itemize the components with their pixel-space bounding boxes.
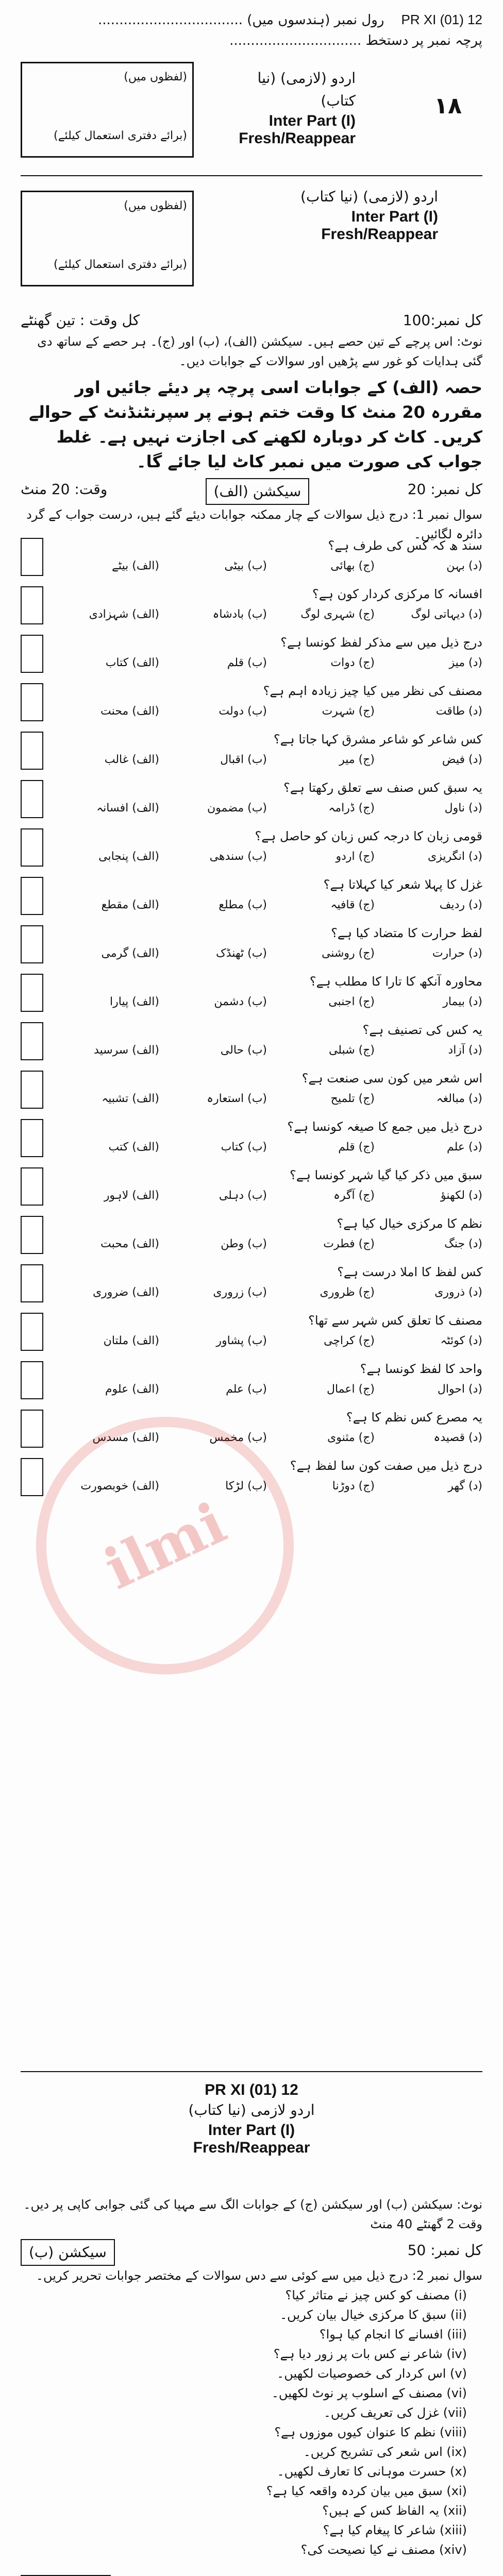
mcq-option[interactable]: (ج) ڈرامہ — [328, 802, 375, 815]
answer-box[interactable] — [21, 1458, 43, 1496]
short-question: (ix) اس شعر کی تشریح کریں۔ — [303, 2445, 467, 2459]
mcq-option[interactable]: (الف) سرسید — [94, 1044, 159, 1057]
answer-box[interactable] — [21, 538, 43, 576]
mcq-option[interactable]: (الف) ملتان — [103, 1334, 159, 1347]
short-question: (vii) غزل کی تعریف کریں۔ — [323, 2405, 467, 2420]
watermark-logo: ilmi — [0, 1375, 336, 1717]
mcq-question: مصنف کا تعلق کس شہر سے تھا؟ — [308, 1313, 482, 1328]
mcq-option[interactable]: (ب) لڑکا — [225, 1480, 267, 1493]
short-question: (xii) یہ الفاظ کس کے ہیں؟ — [322, 2503, 467, 2518]
mcq-option[interactable]: (ج) شبلی — [328, 1044, 375, 1057]
answer-box[interactable] — [21, 1410, 43, 1448]
total-marks: کل نمبر:100 — [403, 312, 482, 329]
mcq-question: قومی زبان کا درجہ کس زبان کو حاصل ہے؟ — [255, 829, 482, 843]
mcq-item — [52, 1069, 482, 1108]
mcq-option[interactable]: (ب) مخمس — [209, 1431, 267, 1444]
mcq-item — [52, 730, 482, 769]
mcq-options — [52, 1284, 482, 1301]
mcq-item — [52, 633, 482, 672]
answer-box[interactable] — [21, 1264, 43, 1302]
mcq-option[interactable]: (ب) حالی — [220, 1044, 267, 1057]
mcq-option[interactable]: (ج) مثنوی — [327, 1431, 375, 1444]
mcq-option[interactable]: (الف) محنت — [100, 705, 159, 718]
mcq-option[interactable]: (د) آزاد — [448, 1044, 482, 1057]
mcq-option[interactable]: (د) حرارت — [432, 947, 482, 960]
mcq-option[interactable]: (الف) محبت — [100, 1238, 159, 1250]
mcq-option[interactable]: (ج) اعمال — [326, 1383, 375, 1396]
mcq-question: یہ سبق کس صنف سے تعلق رکھتا ہے؟ — [283, 781, 482, 795]
divider — [21, 175, 482, 176]
mcq-option[interactable]: (الف) پنجابی — [98, 850, 159, 863]
answer-box[interactable] — [21, 1022, 43, 1060]
mcq-option[interactable]: (الف) تشبیہ — [102, 1092, 159, 1105]
general-note: نوٹ: اس پرچے کے تین حصے ہیں۔ سیکشن (الف)، (ب) اور (ج)۔ ہر حصے کے ساتھ دی گئی ہدایات کو غور سے پڑھیں اور سوالات کے جوابات دیں۔ — [37, 334, 482, 368]
mcq-options — [52, 1332, 482, 1350]
mcq-option[interactable]: (الف) افسانہ — [96, 802, 159, 815]
mcq-option[interactable]: (ب) قلم — [227, 656, 267, 669]
answer-box[interactable] — [21, 925, 43, 963]
short-question: (iv) شاعر نے کس بات پر زور دیا ہے؟ — [273, 2347, 467, 2361]
answer-box[interactable] — [21, 974, 43, 1012]
mcq-option[interactable]: (ب) زروری — [213, 1286, 267, 1299]
mcq-question: مصنف کی نظر میں کیا چیز زیادہ اہم ہے؟ — [263, 684, 482, 698]
short-questions — [21, 2285, 467, 2560]
answer-box[interactable] — [21, 1119, 43, 1157]
answer-box[interactable] — [21, 828, 43, 867]
mcq-item — [52, 1214, 482, 1253]
mcq-question: درج ذیل میں صفت کون سا لفظ ہے؟ — [290, 1459, 482, 1473]
mcq-option[interactable]: (ج) دوات — [330, 656, 375, 669]
answer-box[interactable] — [21, 586, 43, 624]
mcq-option[interactable]: (ج) بھائی — [330, 560, 375, 572]
mcq-item — [52, 584, 482, 623]
mcq-item — [52, 1020, 482, 1059]
mcq-question: افسانہ کا مرکزی کردار کون ہے؟ — [312, 587, 482, 601]
part2-header: PR XI (01) 12 اردو لازمی (نیا کتاب) Inter Part (I) Fresh/Reappear — [188, 2081, 315, 2156]
mcq-question: واحد کا لفظ کونسا ہے؟ — [360, 1362, 482, 1376]
mcq-option[interactable]: (ب) ٹھنڈک — [215, 947, 267, 960]
mcq-question: کس لفظ کا املا درست ہے؟ — [337, 1265, 482, 1279]
mcq-option[interactable]: (ج) قلم — [338, 1141, 375, 1154]
answer-box[interactable] — [21, 780, 43, 818]
mcq-option[interactable]: (د) احوال — [437, 1383, 482, 1396]
mcq-option[interactable]: (الف) غالب — [104, 753, 159, 766]
mcq-option[interactable]: (د) لکھنؤ — [441, 1189, 482, 1202]
mcq-options — [52, 606, 482, 623]
header-code-line: PR XI (01) 12 رول نمبر (ہندسوں میں) .................................. — [98, 12, 482, 28]
mcq-option[interactable]: (الف) شہزادی — [89, 608, 159, 621]
answer-box[interactable] — [21, 1216, 43, 1254]
mcq-option[interactable]: (ب) دولت — [219, 705, 267, 718]
header1-titles: اردو (لازمی) (نیا کتاب) Inter Part (I) Fresh/Reappear — [239, 70, 356, 147]
mcq-item — [52, 1359, 482, 1398]
answer-box[interactable] — [21, 1167, 43, 1206]
mcq-option[interactable]: (د) ناول — [444, 802, 482, 815]
mcq-option[interactable]: (ب) بادشاہ — [212, 608, 267, 621]
mcq-options — [52, 1187, 482, 1205]
mcq-item — [52, 972, 482, 1011]
paper-number: ۱۸ — [434, 93, 462, 119]
mcq-option[interactable]: (د) علم — [446, 1141, 482, 1154]
marks-box-2: (لفظوں میں) (برائے دفتری استعمال کیلئے) — [21, 191, 194, 286]
mcq-option[interactable]: (ب) اقبال — [220, 753, 267, 766]
short-question: (iii) افسانے کا انجام کیا ہوا؟ — [319, 2327, 467, 2342]
mcq-option[interactable]: (د) ردیف — [439, 899, 482, 911]
mcq-list — [52, 536, 482, 1504]
mcq-question: یہ کس کی تصنیف ہے؟ — [362, 1023, 482, 1037]
mcq-option[interactable]: (ب) استعارہ — [207, 1092, 267, 1105]
mcq-option[interactable]: (ج) آگرہ — [333, 1189, 375, 1202]
header-top — [21, 9, 482, 51]
mcq-option[interactable]: (الف) گرمی — [101, 947, 159, 960]
mcq-question: غزل کا پہلا شعر کیا کہلاتا ہے؟ — [323, 877, 482, 892]
mcq-option[interactable]: (ب) مضمون — [207, 802, 267, 815]
mcq-option[interactable]: (د) دیہاتی لوگ — [411, 608, 482, 621]
mcq-item — [52, 923, 482, 962]
mcq-item — [52, 1165, 482, 1205]
mcq-options — [52, 800, 482, 817]
section-a-title: سیکشن (الف) — [206, 478, 310, 505]
section-b-title: سیکشن (ب) — [21, 2239, 115, 2266]
mcq-options — [52, 1235, 482, 1253]
answer-box[interactable] — [21, 1071, 43, 1109]
mcq-item — [52, 778, 482, 817]
mcq-question: یہ مصرع کس نظم کا ہے؟ — [346, 1410, 482, 1425]
mcq-question: کس شاعر کو شاعر مشرق کہا جاتا ہے؟ — [273, 732, 482, 747]
mcq-option[interactable]: (د) بہن — [446, 560, 482, 572]
mcq-option[interactable]: (ج) فطرت — [323, 1238, 375, 1250]
roll-label: رول نمبر (ہندسوں میں) — [247, 12, 384, 28]
mcq-option[interactable]: (د) ذروری — [434, 1286, 482, 1299]
mcq-question: محاورہ آنکھ کا تارا کا مطلب ہے؟ — [309, 974, 482, 989]
mcq-item — [52, 1262, 482, 1301]
mcq-option[interactable]: (ب) پشاور — [216, 1334, 267, 1347]
divider-2 — [21, 2071, 482, 2072]
mcq-option[interactable]: (الف) کتب — [108, 1141, 159, 1154]
mcq-option[interactable]: (ج) اردو — [336, 850, 375, 863]
short-question: (i) مصنف کو کس چیز نے متاثر کیا؟ — [285, 2288, 467, 2302]
mcq-item — [52, 1117, 482, 1156]
mcq-options — [52, 1042, 482, 1059]
mcq-option[interactable]: (الف) مسدس — [92, 1431, 159, 1444]
mcq-option[interactable]: (ب) وطن — [221, 1238, 267, 1250]
part2-body: نوٹ: سیکشن (ب) اور سیکشن (ج) کے جوابات الگ سے مہیا کی گئی جوابی کاپی پر دیں۔ وقت 2 گھنٹے 40 منٹ سیکشن (ب) کل نمبر: 50 سوال نمبر 2: درج ذیل میں سے کوئی سے دس سوالات کے مختصر جوابات تحریر کریں۔ (i) مصنف کو کس چیز نے متاثر کیا؟ (ii) سبق کا مرکزی خیال بیان کریں۔ (iii) افسانے کا انجام کیا ہوا؟ (iv) شاعر نے کس بات پر زور دیا ہے؟ (v) اس کردار کی خصوصیات لکھیں۔ (vi) مصنف کے اسلوب پر نوٹ لکھیں۔ (vii) غزل کی تعریف کریں۔ (viii) نظم کا عنوان کیوں موزوں ہے؟ (ix) اس شعر کی تشریح کریں۔ (x) حسرت موہانی کا تعارف لکھیں۔ (xi) سبق میں بیان کردہ واقعہ کیا ہے؟ (xii) یہ الفاظ کس کے ہیں؟ (xiii) شاعر کا پیغام کیا ہے؟ (xiv) مصنف نے کیا نصیحت کی؟ — [21, 2195, 482, 2576]
mcq-options — [52, 703, 482, 720]
mcq-question: درج ذیل میں سے مذکر لفظ کونسا ہے؟ — [280, 635, 482, 650]
mcq-question: اس شعر میں کون سی صنعت ہے؟ — [301, 1071, 482, 1086]
mcq-options — [52, 1090, 482, 1108]
mcq-option[interactable]: (الف) مقطع — [101, 899, 159, 911]
mcq-option[interactable]: (د) قصیدہ — [433, 1431, 482, 1444]
mcq-options — [52, 1139, 482, 1156]
mcq-options — [52, 1381, 482, 1398]
mcq-question: لفظ حرارت کا متضاد کیا ہے؟ — [331, 926, 482, 940]
mcq-option[interactable]: (الف) پیارا — [110, 995, 159, 1008]
mcq-option[interactable]: (ج) شہرت — [322, 705, 375, 718]
part-a-instructions: حصہ (الف) کے جوابات اسی پرچہ پر دیئے جائیں اور مقررہ 20 منٹ کا وقت ختم ہونے پر سپرنٹنڈنٹ کے حوالے کریں۔ کاٹ کر دوبارہ لکھنے کی اجازت نہیں ہے۔ غلط جواب کی صورت میں نمبر کاٹ لیا جائے گا۔ — [29, 378, 482, 471]
mcq-question: سبق میں ذکر کیا گیا شہر کونسا ہے؟ — [290, 1168, 482, 1182]
mcq-option[interactable]: (د) کوئٹہ — [440, 1334, 482, 1347]
answer-box[interactable] — [21, 1313, 43, 1351]
mcq-item — [52, 681, 482, 720]
mcq-option[interactable]: (د) گھر — [448, 1480, 482, 1493]
mcq-item — [52, 536, 482, 575]
answer-box[interactable] — [21, 683, 43, 721]
instructions: کل وقت : تین گھنٹے کل نمبر:100 نوٹ: اس پرچے کے تین حصے ہیں۔ سیکشن (الف)، (ب) اور (ج)۔ ہر حصے کے ساتھ دی گئی ہدایات کو غور سے پڑھیں اور سوالات کے جوابات دیں۔ حصہ (الف) کے جوابات اسی پرچہ پر دیئے جائیں اور مقررہ 20 منٹ کا وقت ختم ہونے پر سپرنٹنڈنٹ کے حوالے کریں۔ کاٹ کر دوبارہ لکھنے کی اجازت نہیں ہے۔ غلط جواب کی صورت میں نمبر کاٹ لیا جائے گا۔ وقت: 20 منٹ سیکشن (الف) کل نمبر: 20 سوال نمبر 1: درج ذیل سوالات کے چار ممکنہ جوابات دیئے گئے ہیں، درست جواب کے گرد دائرہ لگائیں۔ — [21, 309, 482, 544]
mcq-option[interactable]: (الف) لاہور — [104, 1189, 159, 1202]
short-question: (xiii) شاعر کا پیغام کیا ہے؟ — [323, 2523, 467, 2537]
q2-instructions: سوال نمبر 2: درج ذیل میں سے کوئی سے دس سوالات کے مختصر جوابات تحریر کریں۔ — [36, 2268, 482, 2283]
paper-code: PR XI (01) 12 — [401, 12, 482, 27]
short-question: (v) اس کردار کی خصوصیات لکھیں۔ — [277, 2366, 467, 2381]
mcq-option[interactable]: (ج) قافیہ — [330, 899, 375, 911]
mcq-option[interactable]: (الف) کتاب — [105, 656, 159, 669]
mcq-option[interactable]: (الف) ضروری — [92, 1286, 159, 1299]
mcq-item — [52, 1311, 482, 1350]
header2-box-area — [21, 185, 482, 299]
mcq-question: درج ذیل میں جمع کا صیغہ کونسا ہے؟ — [287, 1120, 482, 1134]
mcq-option[interactable]: (ب) مطلع — [219, 899, 267, 911]
mcq-option[interactable]: (ج) دوڑنا — [332, 1480, 375, 1493]
mcq-option[interactable]: (ب) کتاب — [221, 1141, 267, 1154]
mcq-item — [52, 826, 482, 866]
answer-box[interactable] — [21, 635, 43, 673]
part2-note: نوٹ: سیکشن (ب) اور سیکشن (ج) کے جوابات الگ سے مہیا کی گئی جوابی کاپی پر دیں۔ وقت 2 گھنٹے 40 منٹ — [23, 2197, 482, 2231]
mcq-options — [52, 654, 482, 672]
mcq-option[interactable]: (د) طاقت — [435, 705, 482, 718]
mcq-option[interactable]: (ب) بیٹی — [224, 560, 267, 572]
mcq-option[interactable]: (ج) تلمیح — [330, 1092, 375, 1105]
answer-box[interactable] — [21, 1361, 43, 1399]
short-question: (x) حسرت موہانی کا تعارف لکھیں۔ — [277, 2464, 467, 2479]
mcq-option[interactable]: (د) میز — [449, 656, 482, 669]
mcq-option[interactable]: (ب) دشمن — [214, 995, 267, 1008]
total-time: کل وقت : تین گھنٹے — [21, 312, 140, 329]
signature-line: پرچہ نمبر پر دستخط ............................... — [229, 33, 482, 48]
short-question: (xiv) مصنف نے کیا نصیحت کی؟ — [300, 2543, 467, 2557]
mcq-options — [52, 751, 482, 769]
mcq-option[interactable]: (الف) خوبصورت — [80, 1480, 159, 1493]
mcq-option[interactable]: (د) جنگ — [444, 1238, 482, 1250]
mcq-option[interactable]: (د) مبالغہ — [436, 1092, 482, 1105]
mcq-option[interactable]: (ج) شہری لوگ — [300, 608, 375, 621]
q1-instructions: سوال نمبر 1: درج ذیل سوالات کے چار ممکنہ جوابات دیئے گئے ہیں، درست جواب کے گرد دائرہ لگائیں۔ — [26, 507, 482, 541]
mcq-options — [52, 896, 482, 914]
mcq-option[interactable]: (ج) ظروری — [320, 1286, 375, 1299]
mcq-option[interactable]: (ب) علم — [226, 1383, 267, 1396]
mcq-options — [52, 993, 482, 1011]
mcq-option[interactable]: (د) انگریزی — [428, 850, 482, 863]
short-question: (xi) سبق میں بیان کردہ واقعہ کیا ہے؟ — [266, 2484, 467, 2498]
answer-box[interactable] — [21, 877, 43, 915]
mcq-option[interactable]: (الف) علوم — [105, 1383, 159, 1396]
mcq-options — [52, 848, 482, 866]
mcq-option[interactable]: (ج) روشنی — [321, 947, 375, 960]
mcq-options — [52, 945, 482, 962]
header2-titles: اردو (لازمی) (نیا کتاب) Inter Part (I) Fresh/Reappear — [300, 188, 438, 243]
short-question: (viii) نظم کا عنوان کیوں موزوں ہے؟ — [274, 2425, 467, 2439]
mcq-question: نظم کا مرکزی خیال کیا ہے؟ — [337, 1216, 482, 1231]
mcq-option[interactable]: (ج) کراچی — [323, 1334, 375, 1347]
mcq-question: سند ھ کہ کس کی طرف ہے؟ — [328, 538, 482, 553]
mcq-option[interactable]: (ب) دہلی — [219, 1189, 267, 1202]
answer-box[interactable] — [21, 732, 43, 770]
mcq-option[interactable]: (د) فیض — [442, 753, 482, 766]
header1-box-area — [21, 62, 482, 165]
short-question: (vi) مصنف کے اسلوب پر نوٹ لکھیں۔ — [271, 2386, 467, 2400]
mcq-item — [52, 875, 482, 914]
mcq-option[interactable]: (ج) میر — [339, 753, 375, 766]
marks-box: (لفظوں میں) (برائے دفتری استعمال کیلئے) — [21, 62, 194, 158]
mcq-option[interactable]: (الف) بیٹے — [111, 560, 159, 572]
mcq-option[interactable]: (د) بیمار — [443, 995, 482, 1008]
mcq-option[interactable]: (ج) اجنبی — [328, 995, 375, 1008]
mcq-option[interactable]: (ب) سندھی — [209, 850, 267, 863]
mcq-options — [52, 557, 482, 575]
short-question: (ii) سبق کا مرکزی خیال بیان کریں۔ — [280, 2308, 467, 2322]
